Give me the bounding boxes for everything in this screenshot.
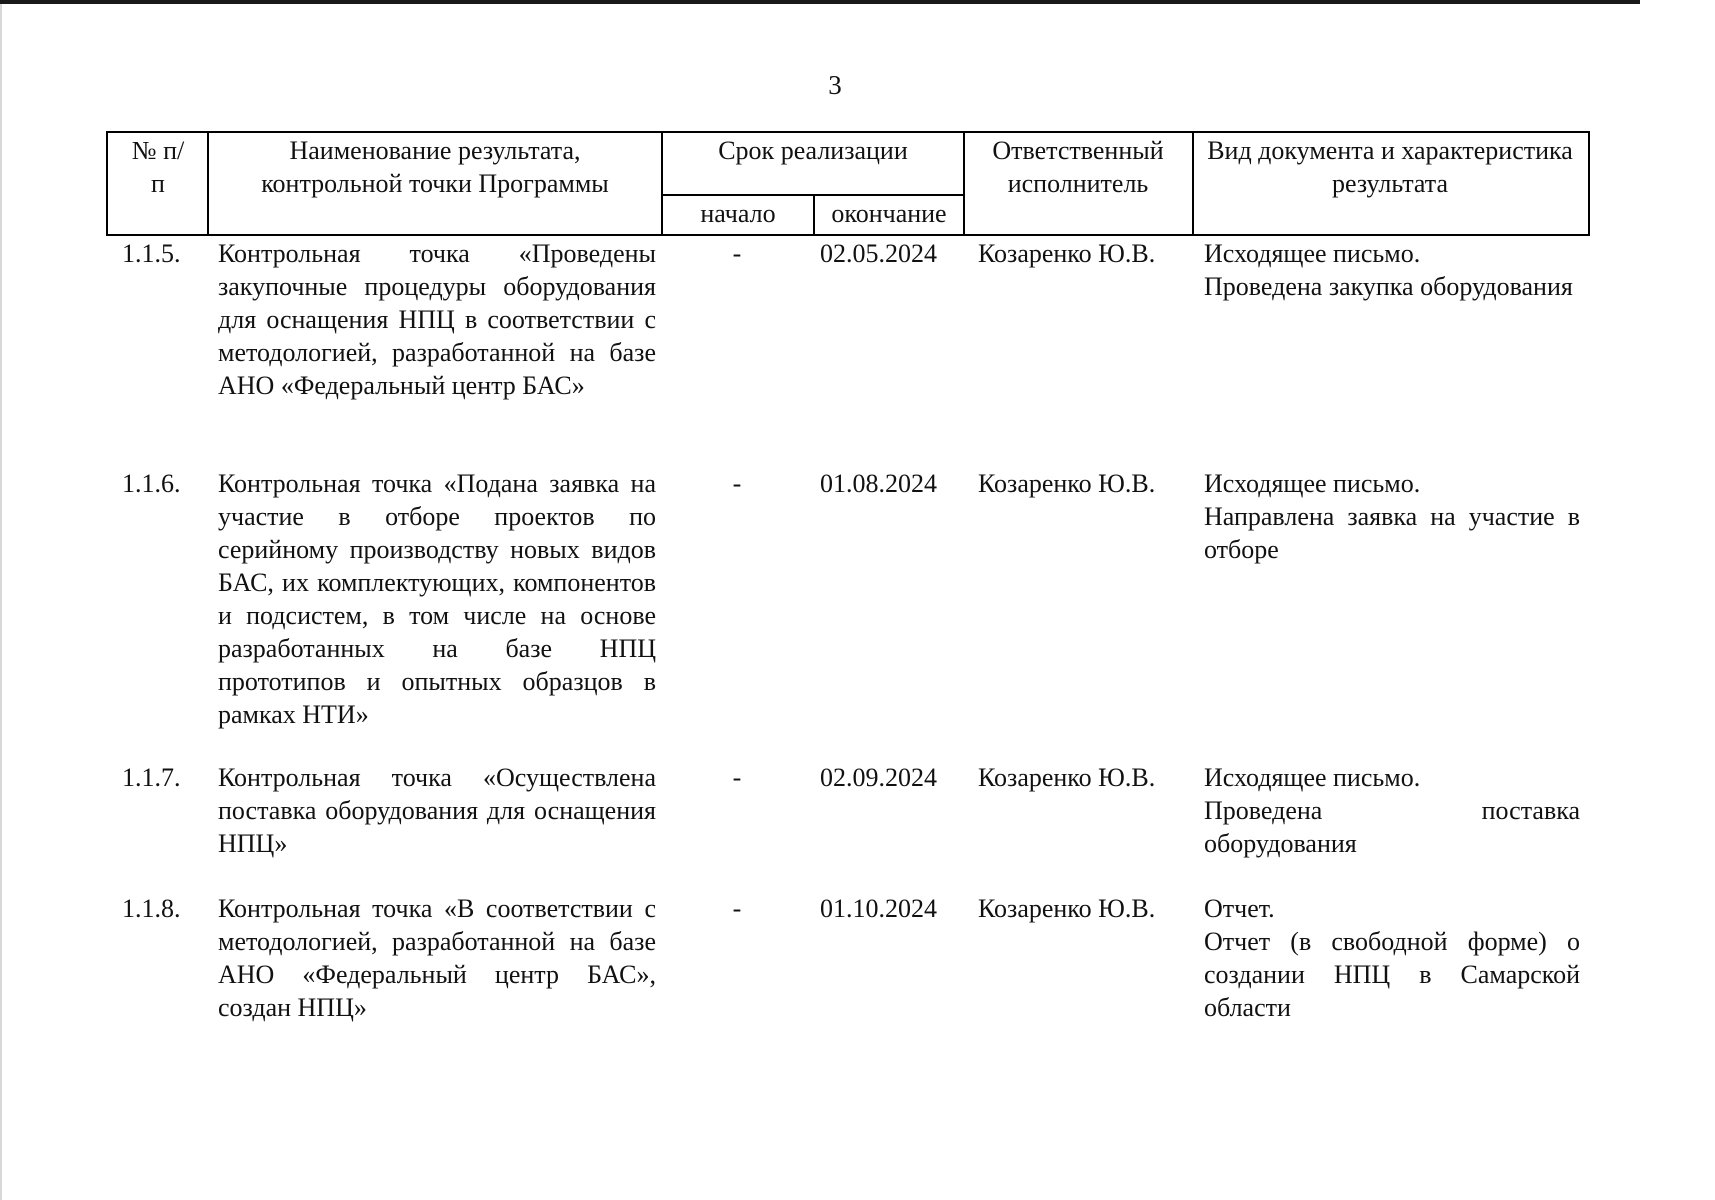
row-result — [1204, 761, 1580, 860]
header-name: Наименование результата, контрольной точки Программы — [261, 136, 609, 198]
row-end: 02.05.2024 — [820, 239, 937, 268]
header-border-bottom — [106, 234, 1590, 236]
row-number: 1.1.6. — [122, 469, 181, 498]
row-start: - — [732, 894, 742, 923]
header-sep-1 — [207, 131, 209, 236]
header-border-top — [106, 131, 1590, 133]
row-name: Контрольная точка «Подана заявка на участие в отборе проектов по серийному производству новых видов БАС, их комплектующих, компонентов и подсистем, в том числе на основе разработанных на базе НПЦ прототипов и опытных образцов в рамках НТИ» — [218, 469, 656, 729]
scan-left-edge — [0, 4, 2, 1200]
row-end: 02.09.2024 — [820, 763, 937, 792]
header-border-left — [106, 131, 108, 236]
header-responsible: Ответственный исполнитель — [992, 136, 1164, 198]
row-start: - — [732, 239, 742, 268]
row-name: Контрольная точка «Осуществлена поставка оборудования для оснащения НПЦ» — [218, 763, 656, 858]
row-end: 01.10.2024 — [820, 894, 937, 923]
header-start: начало — [700, 199, 776, 228]
header-period-divider — [661, 194, 965, 196]
header-sep-4 — [963, 131, 965, 236]
row-result-title: Исходящее письмо. — [1204, 239, 1421, 268]
header-sep-5 — [1192, 131, 1194, 236]
row-responsible: Козаренко Ю.В. — [978, 239, 1156, 268]
row-name: Контрольная точка «В соответствии с методологией, разработанной на базе АНО «Федеральный центр БАС», создан НПЦ» — [218, 894, 656, 1022]
header-end: окончание — [831, 199, 947, 228]
scan-top-edge — [0, 0, 1640, 4]
row-responsible: Козаренко Ю.В. — [978, 763, 1156, 792]
page-number: 3 — [828, 70, 842, 100]
row-result-desc: Проведена поставка оборудования — [1204, 796, 1580, 858]
row-result-title: Отчет. — [1204, 894, 1275, 923]
row-number: 1.1.5. — [122, 239, 181, 268]
row-result-desc: Направлена заявка на участие в отборе — [1204, 502, 1580, 564]
row-responsible: Козаренко Ю.В. — [978, 894, 1156, 923]
header-border-right — [1588, 131, 1590, 236]
row-result — [1204, 467, 1580, 566]
row-number: 1.1.7. — [122, 763, 181, 792]
row-result-desc: Проведена закупка оборудования — [1204, 272, 1573, 301]
row-result-title: Исходящее письмо. — [1204, 469, 1421, 498]
row-start: - — [732, 469, 742, 498]
header-period: Срок реализации — [718, 136, 908, 165]
header-num: № п/п — [131, 136, 185, 198]
row-number: 1.1.8. — [122, 894, 181, 923]
row-name: Контрольная точка «Проведены закупочные процедуры оборудования для оснащения НПЦ в соответствии с методологией, разработанной на базе АНО «Федеральный центр БАС» — [218, 239, 656, 400]
row-result — [1204, 237, 1580, 303]
row-start: - — [732, 763, 742, 792]
row-end: 01.08.2024 — [820, 469, 937, 498]
row-result — [1204, 892, 1580, 1024]
row-result-desc: Отчет (в свободной форме) о создании НПЦ в Самарской области — [1204, 927, 1580, 1022]
row-responsible: Козаренко Ю.В. — [978, 469, 1156, 498]
row-result-title: Исходящее письмо. — [1204, 763, 1421, 792]
header-result: Вид документа и характеристика результата — [1207, 136, 1573, 198]
